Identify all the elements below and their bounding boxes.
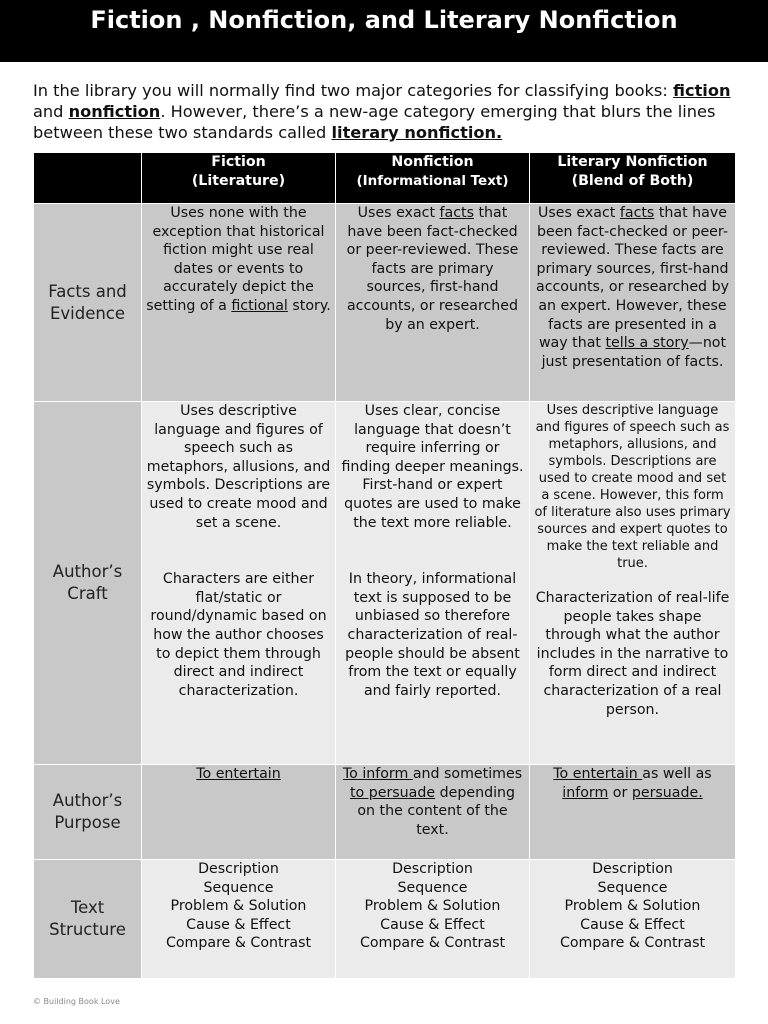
cell-text: Uses exact <box>357 205 440 221</box>
cell-craft-literary <box>530 402 736 765</box>
structure-item: Sequence <box>203 879 274 896</box>
cell-text: —not just presentation of facts. <box>541 335 727 370</box>
cell-underlined: fictional <box>231 297 288 314</box>
cell-craft-fiction <box>142 402 336 765</box>
cell-text: that have been fact-checked or peer-reviewed. These facts are primary sources, first-hand accounts, or researched by an expert. <box>346 205 519 333</box>
cell-text: story. <box>287 297 331 314</box>
structure-item: Cause & Effect <box>580 916 685 933</box>
comparison-table <box>33 152 736 979</box>
cell-purpose-nonfiction <box>336 765 530 860</box>
cell-text: as well as <box>642 766 712 782</box>
structure-item: Compare & Contrast <box>359 935 506 952</box>
intro-text: In the library you will normally find two major categories for classifying books: <box>33 81 673 100</box>
header-nonfiction-title: Nonfiction <box>391 154 474 170</box>
cell-paragraph: Characters are either flat/static or round/dynamic based on how the author chooses to depict them through direct and indirect characterization. <box>150 571 327 699</box>
page-title: Fiction , Nonfiction, and Literary Nonfiction <box>90 6 678 34</box>
cell-paragraph: Uses clear, concise language that doesn’t require inferring or finding deeper meanings. First-hand or expert quotes are used to make the text more reliable. <box>341 403 524 531</box>
structure-item: Cause & Effect <box>186 916 291 933</box>
header-row <box>34 153 736 204</box>
cell-underlined: persuade. <box>631 784 703 801</box>
intro-paragraph <box>33 80 743 143</box>
cell-paragraph: Uses descriptive language and figures of speech such as metaphors, allusions, and symbols. Descriptions are used to create mood and set a scene. <box>146 403 331 531</box>
intro-nonfiction-term: nonfiction <box>68 102 161 121</box>
row-label-purpose: Author’s Purpose <box>34 765 142 860</box>
cell-underlined: facts <box>619 205 655 221</box>
cell-underlined: To entertain <box>553 766 643 782</box>
cell-paragraph: Uses descriptive language and figures of speech such as metaphors, allusions, and symbols. Descriptions are used to create mood and set a scene. However, this form of literature also uses primary sources and expert quotes to make the text reliable and true. <box>534 403 731 571</box>
cell-underlined: To entertain <box>196 766 281 782</box>
intro-literary-term: literary nonfiction. <box>331 123 503 142</box>
cell-text: and sometimes <box>412 766 523 782</box>
header-literary <box>530 153 736 204</box>
structure-item: Cause & Effect <box>380 916 485 933</box>
cell-craft-nonfiction <box>336 402 530 765</box>
cell-structure-nonfiction <box>336 860 530 979</box>
structure-item: Description <box>592 861 673 877</box>
cell-text: or <box>608 784 632 801</box>
title-banner <box>0 0 768 62</box>
cell-structure-literary <box>530 860 736 979</box>
structure-item: Sequence <box>597 879 668 896</box>
header-nonfiction-subtitle: (Informational Text) <box>356 172 509 189</box>
cell-text: that have been fact-checked or peer-reviewed. These facts are primary sources, first-hand accounts, or researched by an expert. However, these facts are presented in a way that <box>536 205 729 352</box>
cell-underlined: inform <box>562 784 609 801</box>
cell-underlined: To inform <box>342 766 413 782</box>
cell-text: Uses none with the exception that historical fiction might use real dates or events to accurately depict the setting of a <box>146 205 325 314</box>
copyright-footer: © Building Book Love <box>33 997 120 1006</box>
cell-text: depending on the content of the text. <box>357 784 516 838</box>
header-fiction-title: Fiction <box>211 154 266 170</box>
structure-item: Compare & Contrast <box>559 935 706 952</box>
header-literary-title: Literary Nonfiction <box>557 154 708 170</box>
structure-item: Sequence <box>397 879 468 896</box>
row-craft <box>34 402 736 765</box>
cell-purpose-literary <box>530 765 736 860</box>
intro-text: and <box>33 102 69 121</box>
structure-item: Problem & Solution <box>364 898 501 915</box>
cell-paragraph: Characterization of real-life people takes shape through what the author includes in the narrative to form direct and indirect characterization of a real person. <box>535 590 730 718</box>
intro-text: . However, there’s a new-age category emerging that blurs the lines between these two standards called <box>33 102 716 142</box>
header-literary-subtitle: (Blend of Both) <box>571 172 694 189</box>
header-nonfiction <box>336 153 530 204</box>
intro-fiction-term: fiction <box>672 81 731 100</box>
cell-paragraph: In theory, informational text is supposed to be unbiased so therefore characterization of real-people should be absent from the text or equally and fairly reported. <box>345 571 520 699</box>
row-label-craft: Author’s Craft <box>34 402 142 765</box>
row-structure <box>34 860 736 979</box>
structure-item: Description <box>392 861 473 877</box>
cell-purpose-fiction <box>142 765 336 860</box>
header-fiction <box>142 153 336 204</box>
cell-facts-literary <box>530 204 736 402</box>
header-blank <box>34 153 142 204</box>
cell-text: Uses exact <box>538 205 620 221</box>
structure-item: Problem & Solution <box>564 898 701 915</box>
cell-structure-fiction <box>142 860 336 979</box>
cell-underlined: to persuade <box>349 784 436 801</box>
cell-facts-nonfiction <box>336 204 530 402</box>
row-label-structure: Text Structure <box>34 860 142 979</box>
row-label-facts: Facts and Evidence <box>34 204 142 402</box>
row-facts <box>34 204 736 402</box>
row-purpose <box>34 765 736 860</box>
cell-underlined: facts <box>439 205 474 221</box>
cell-underlined: tells a story <box>605 335 689 352</box>
structure-item: Compare & Contrast <box>165 935 312 952</box>
structure-item: Problem & Solution <box>170 898 307 915</box>
header-fiction-subtitle: (Literature) <box>191 172 286 189</box>
cell-facts-fiction <box>142 204 336 402</box>
structure-item: Description <box>198 861 279 877</box>
